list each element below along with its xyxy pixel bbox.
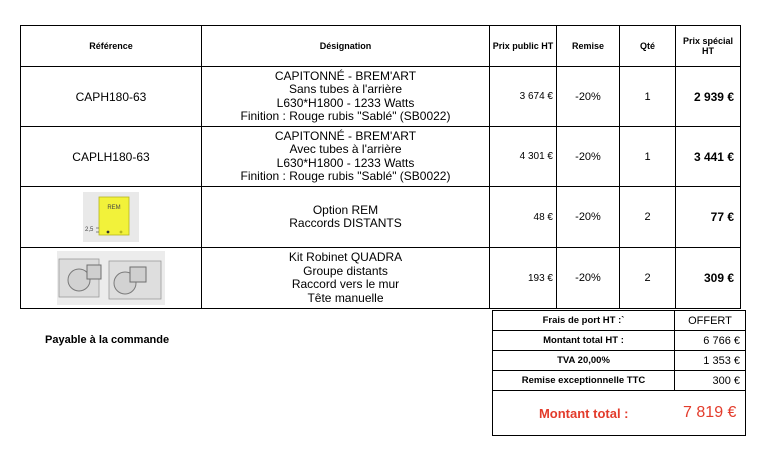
row-designation [202, 187, 490, 248]
row-reference: CAPLH180-63 [21, 127, 202, 187]
designation-line: L630*H1800 - 1233 Watts [276, 155, 415, 170]
designation-line: Raccords DISTANTS [289, 216, 402, 230]
totals-value: 300 € [675, 371, 746, 391]
totals-label: Remise exceptionnelle TTC [493, 371, 675, 391]
totals-table [492, 310, 746, 436]
designation-line: Kit Robinet QUADRA [288, 250, 403, 264]
row-prix-public: 4 301 € [490, 127, 557, 187]
header-remise: Remise [557, 26, 620, 67]
totals-label: TVA 20,00% [493, 351, 675, 371]
row-reference: CAPH180-63 [21, 67, 202, 127]
row-qte: 1 [620, 67, 676, 127]
row-image-cell [21, 248, 202, 309]
totals-value: 1 353 € [675, 351, 746, 371]
row-qte: 2 [620, 187, 676, 248]
rem-option-thumbnail [83, 192, 139, 242]
header-prix-special [676, 26, 741, 67]
designation-line: CAPITONNÉ - BREM'ART [274, 128, 417, 143]
designation-line: Sans tubes à l'arrière [288, 82, 402, 96]
designation-line: L630*H1800 - 1233 Watts [276, 95, 415, 110]
row-prix-special: 2 939 € [676, 67, 741, 127]
designation-line: Avec tubes à l'arrière [289, 142, 402, 156]
totals-row-ht [493, 331, 746, 351]
row-prix-public: 193 € [490, 248, 557, 309]
designation-line: Raccord vers le mur [291, 277, 400, 291]
totals-row-remise [493, 371, 746, 391]
row-remise: -20% [557, 67, 620, 127]
totals-value: OFFERT [675, 311, 746, 331]
header-prix-special-line2: HT [702, 46, 714, 56]
totals-label: Montant total HT : [493, 331, 675, 351]
header-prix-special-line1: Prix spécial [682, 36, 734, 46]
grand-total-row [493, 391, 746, 436]
row-prix-special: 309 € [676, 248, 741, 309]
table-row [21, 187, 741, 248]
row-prix-special: 77 € [676, 187, 741, 248]
row-prix-special: 3 441 € [676, 127, 741, 187]
row-qte: 2 [620, 248, 676, 309]
totals-row-shipping [493, 311, 746, 331]
row-prix-public: 3 674 € [490, 67, 557, 127]
header-reference: Référence [21, 26, 202, 67]
totals-value: 6 766 € [675, 331, 746, 351]
table-row [21, 127, 741, 187]
grand-total-value: 7 819 € [675, 391, 746, 436]
header-designation: Désignation [202, 26, 490, 67]
row-qte: 1 [620, 127, 676, 187]
table-row [21, 248, 741, 309]
row-designation [202, 248, 490, 309]
header-prix-public: Prix public HT [490, 26, 557, 67]
rem-thumb-dim: 2,5 [85, 227, 94, 233]
totals-row-tva [493, 351, 746, 371]
rem-thumb-label: REM [107, 205, 121, 211]
row-remise: -20% [557, 187, 620, 248]
designation-line: Groupe distants [303, 263, 388, 278]
quadra-valve-thumbnail [57, 251, 165, 305]
designation-line: Tête manuelle [307, 290, 384, 305]
row-remise: -20% [557, 248, 620, 309]
designation-line: Option REM [312, 202, 379, 217]
designation-line: CAPITONNÉ - BREM'ART [274, 68, 417, 83]
grand-total-label: Montant total : [493, 391, 675, 436]
row-designation [202, 67, 490, 127]
row-prix-public: 48 € [490, 187, 557, 248]
designation-line: Finition : Rouge rubis "Sablé" (SB0022) [240, 109, 451, 123]
payment-terms: Payable à la commande [45, 334, 170, 346]
header-qte: Qté [620, 26, 676, 67]
header-row [21, 26, 741, 67]
row-designation [202, 127, 490, 187]
designation-line: Finition : Rouge rubis "Sablé" (SB0022) [240, 169, 451, 183]
row-image-cell [21, 187, 202, 248]
row-remise: -20% [557, 127, 620, 187]
totals-label: Frais de port HT :` [493, 311, 675, 331]
quote-table [20, 25, 741, 309]
table-row [21, 67, 741, 127]
